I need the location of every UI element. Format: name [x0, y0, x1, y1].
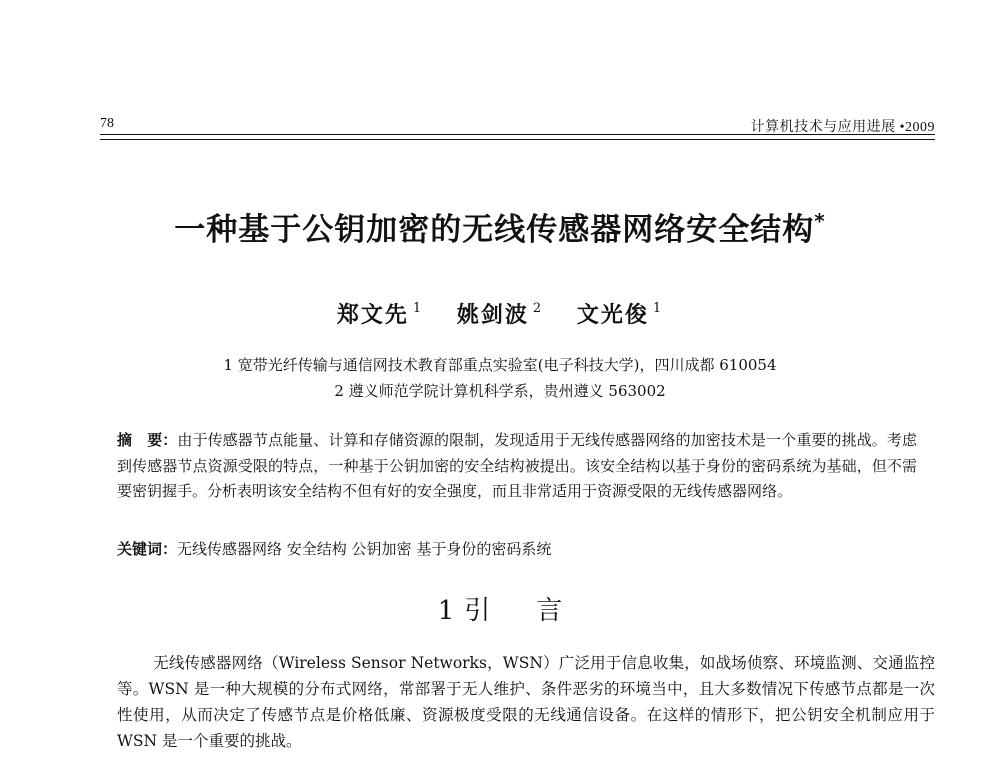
body-paragraph [117, 650, 935, 754]
abstract [117, 428, 917, 505]
journal-name: 计算机技术与应用进展 •2009 [750, 120, 935, 135]
author-list [0, 298, 1000, 329]
author-name: 姚剑波 [456, 302, 529, 328]
author [457, 302, 543, 328]
page-number: 78 [100, 116, 114, 131]
running-header [100, 116, 935, 136]
author-affiliation-mark: 2 [532, 301, 544, 316]
author-affiliation-mark: 1 [652, 301, 664, 316]
header-rule-bottom [100, 139, 935, 140]
section-title-part2: 言 [536, 596, 563, 626]
affiliation-1: 1 宽带光纤传输与通信网技术教育部重点实验室(电子科技大学)，四川成都 610054 [223, 356, 777, 374]
paper-title [0, 204, 1000, 249]
paper-title-text: 一种基于公钥加密的无线传感器网络安全结构 [174, 212, 815, 248]
author-name: 郑文先 [336, 302, 409, 328]
title-footnote-mark: * [814, 209, 826, 233]
keywords [117, 538, 917, 559]
keywords-text: 无线传感器网络 安全结构 公钥加密 基于身份的密码系统 [177, 540, 552, 558]
abstract-label: 摘 要： [117, 431, 178, 449]
section-heading [0, 590, 1000, 627]
body-paragraph-text: 无线传感器网络（Wireless Sensor Networks，WSN）广泛用于信息收集，如战场侦察、环境监测、交通监控等。WSN 是一种大规模的分布式网络，常部署于无人维护、条件恶劣的环境当中，且大多数情况下传感节点都是一次性使用，从而决定了传感节点是价格低廉、资源极度受限的无线通信设备。在这样的情形下，把公钥安全机制应用于 WSN 是一个重要的挑战。 [117, 654, 935, 750]
abstract-text: 由于传感器节点能量、计算和存储资源的限制，发现适用于无线传感器网络的加密技术是一个重要的挑战。考虑到传感器节点资源受限的特点，一种基于公钥加密的安全结构被提出。该安全结构以基于身份的密码系统为基础，但不需要密钥握手。分析表明该安全结构不但有好的安全强度，而且非常适用于资源受限的无线传感器网络。 [117, 431, 917, 500]
header-rule-top [100, 134, 935, 135]
keywords-label: 关键词： [117, 540, 178, 558]
author [577, 302, 663, 328]
section-title-part1: 引 [464, 596, 491, 626]
affiliation-2: 2 遵义师范学院计算机科学系，贵州遵义 563002 [334, 382, 666, 400]
author-name: 文光俊 [576, 302, 649, 328]
section-number: 1 [437, 596, 455, 626]
author-affiliation-mark: 1 [412, 301, 424, 316]
author [337, 302, 423, 328]
